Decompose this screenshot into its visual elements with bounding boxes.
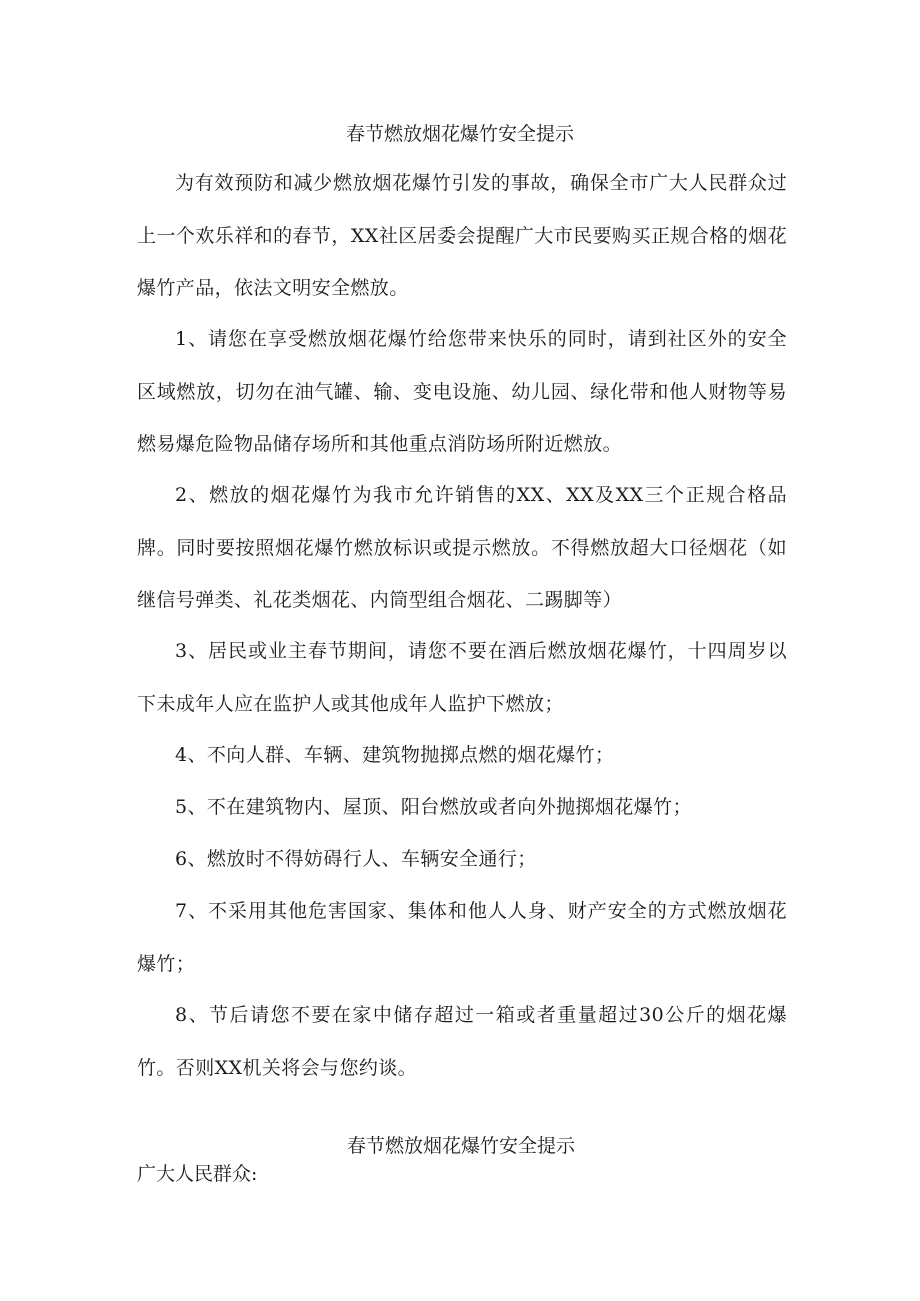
salutation: 广大人民群众: (137, 1163, 258, 1185)
document-title: 春节燃放烟花爆竹安全提示 (345, 123, 574, 145)
item-4-paragraph: 4、不向人群、车辆、建筑物抛掷点燃的烟花爆竹； (175, 744, 615, 766)
item-8-paragraph: 8、节后请您不要在家中储存超过一箱或者重量超过30公斤的烟花爆竹。否则XX机关将会与您约谈。 (137, 1004, 787, 1079)
item-1-paragraph: 1、请您在享受燃放烟花爆竹给您带来快乐的同时，请到社区外的安全区域燃放，切勿在油气罐、输、变电设施、幼儿园、绿化带和他人财物等易燃易爆危险物品储存场所和其他重点消防场所附近燃放。 (137, 328, 787, 455)
second-document-title: 春节燃放烟花爆竹安全提示 (346, 1135, 575, 1157)
item-6-paragraph: 6、燃放时不得妨碍行人、车辆安全通行； (175, 848, 537, 870)
item-5-paragraph: 5、不在建筑物内、屋顶、阳台燃放或者向外抛掷烟花爆竹； (175, 796, 692, 818)
item-2-paragraph: 2、燃放的烟花爆竹为我市允许销售的XX、XX及XX三个正规合格品牌。同时要按照烟花爆竹燃放标识或提示燃放。不得燃放超大口径烟花（如继信号弹类、礼花类烟花、内筒型组合烟花、二踢脚等） (137, 484, 787, 611)
intro-paragraph: 为有效预防和减少燃放烟花爆竹引发的事故，确保全市广大人民群众过上一个欢乐祥和的春节，XX社区居委会提醒广大市民要购买正规合格的烟花爆竹产品，依法文明安全燃放。 (137, 172, 787, 299)
item-7-paragraph: 7、不采用其他危害国家、集体和他人人身、财产安全的方式燃放烟花爆竹； (137, 900, 787, 975)
item-3-paragraph: 3、居民或业主春节期间，请您不要在酒后燃放烟花爆竹，十四周岁以下未成年人应在监护人或其他成年人监护下燃放； (137, 640, 787, 715)
